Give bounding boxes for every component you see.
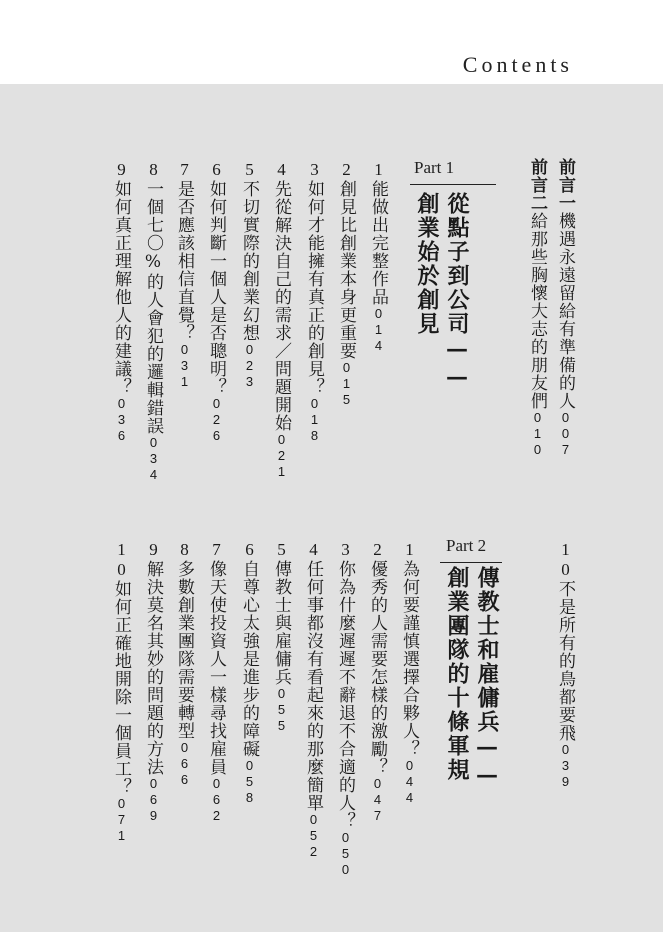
chapter-title: 你為什麼遲遲不辭退不合適的人？ [335,560,355,830]
page-number: 010 [530,410,545,458]
page-number: 031 [177,342,192,390]
chapter-item [240,160,258,390]
chapter-number: 8 [144,160,163,180]
page-number: 058 [242,758,257,806]
chapter-title: 不是所有的鳥都要飛 [555,580,575,742]
page-number: 014 [371,306,386,354]
part-title: 從點子到公司—— [444,192,470,392]
chapter-title: 為何要謹慎選擇合夥人？ [399,560,419,758]
preface-item [556,158,573,458]
chapter-number: 9 [144,540,163,560]
chapter-title: 像天使投資人一樣尋找雇員 [206,560,226,776]
chapter-title: 先從解決自己的需求／問題開始 [271,180,291,432]
part-title: 傳教士和雇傭兵—— [474,566,500,790]
chapter-title: 傳教士與雇傭兵 [271,560,291,686]
page-number: 071 [114,796,129,844]
page-number: 055 [274,686,289,734]
page-number: 039 [558,742,573,790]
chapter-number: 10 [112,540,131,580]
part-title: 創業始於創見 [414,192,440,336]
chapter-title: 多數創業團隊需要轉型 [174,560,194,740]
page-title: Contents [462,52,573,77]
chapter-number: 1 [400,540,419,560]
chapter-title: 如何才能擁有真正的創見？ [304,180,324,396]
chapter-item [112,160,130,444]
chapter-number: 4 [272,160,291,180]
chapter-number: 4 [304,540,323,560]
chapter-number: 7 [175,160,194,180]
chapter-item [272,540,290,734]
page-number: 050 [338,830,353,878]
chapter-item [304,540,322,860]
preface-item [528,158,545,458]
chapter-item [112,540,130,844]
page-number: 007 [558,410,573,458]
chapter-item [272,160,290,480]
chapter-item [240,540,258,806]
part-label: Part 2 [446,536,487,555]
preface-label: 前言一 [555,158,575,212]
chapter-title: 任何事都沒有看起來的那麼簡單 [303,560,323,812]
page-number: 021 [274,432,289,480]
page-number: 026 [209,396,224,444]
chapter-number: 3 [305,160,324,180]
page-number: 034 [146,435,161,483]
header-band [0,0,663,84]
chapter-item [144,540,162,824]
chapter-item [556,540,574,790]
chapter-item [368,540,386,824]
chapter-title: 如何判斷一個人是否聰明？ [206,180,226,396]
chapter-title: 不切實際的創業幻想 [239,180,259,342]
chapter-number: 9 [112,160,131,180]
preface-label: 前言二 [527,158,547,212]
chapter-title: 是否應該相信直覺？ [174,180,194,342]
page-number: 018 [307,396,322,444]
part-label: Part 1 [414,158,455,177]
chapter-item [400,540,418,806]
page-number: 069 [146,776,161,824]
part-underline [440,562,502,563]
chapter-item [207,160,225,444]
chapter-title: 解決莫名其妙的問題的方法 [143,560,163,776]
chapter-title: 創見比創業本身更重要 [336,180,356,360]
chapter-item [369,160,387,354]
chapter-number: 6 [207,160,226,180]
chapter-number: 7 [207,540,226,560]
page-number: 023 [242,342,257,390]
chapter-item [144,160,162,483]
chapter-title: 如何真正理解他人的建議？ [111,180,131,396]
chapter-number: 6 [240,540,259,560]
chapter-title: 自尊心太強是進步的障礙 [239,560,259,758]
preface-title: 給那些胸懷大志的朋友們 [527,212,547,410]
chapter-number: 8 [175,540,194,560]
chapter-title: 優秀的人需要怎樣的激勵？ [367,560,387,776]
page-number: 044 [402,758,417,806]
chapter-title: 如何正確地開除一個員工？ [111,580,131,796]
chapter-number: 5 [240,160,259,180]
chapter-item [305,160,323,444]
page-number: 015 [339,360,354,408]
part-title: 創業團隊的十條軍規 [444,566,470,782]
chapter-item [337,160,355,408]
part-underline [410,184,496,185]
chapter-item [175,160,193,390]
page-number: 062 [209,776,224,824]
chapter-item [207,540,225,824]
chapter-number: 1 [369,160,388,180]
chapter-item [175,540,193,788]
chapter-number: 5 [272,540,291,560]
page-number: 066 [177,740,192,788]
chapter-number: 3 [336,540,355,560]
page-number: 047 [370,776,385,824]
chapter-number: 2 [337,160,356,180]
chapter-number: 2 [368,540,387,560]
preface-title: 機遇永遠留給有準備的人 [555,212,575,410]
page-number: 036 [114,396,129,444]
chapter-item [336,540,354,878]
chapter-number: 10 [556,540,575,580]
chapter-title: 一個七〇%的人會犯的邏輯錯誤 [143,180,163,435]
page-number: 052 [306,812,321,860]
chapter-title: 能做出完整作品 [368,180,388,306]
